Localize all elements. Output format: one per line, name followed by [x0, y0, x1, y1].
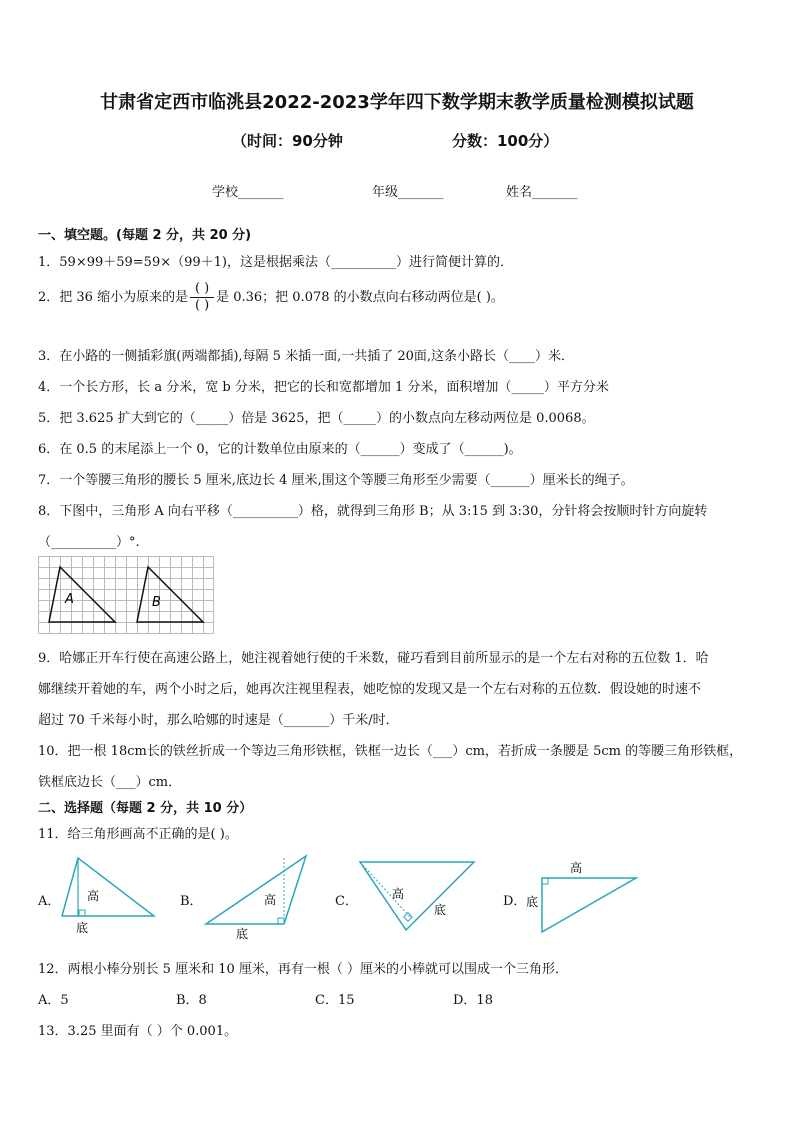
question-2	[38, 282, 504, 313]
option-b-triangle	[206, 856, 306, 924]
question-2-before: 2．把 36 缩小为原来的是	[38, 290, 189, 305]
q12-option-c: C．15	[315, 993, 355, 1008]
option-c-label: C．	[335, 894, 358, 909]
page-title: 甘肃省定西市临洮县2022-2023学年四下数学期末教学质量检测模拟试题	[100, 92, 694, 113]
option-c-gao: 高	[392, 887, 405, 901]
question-11: 11．给三角形画高不正确的是( )。	[38, 827, 238, 842]
question-5: 5．把 3.625 扩大到它的（_____）倍是 3625，把（_____）的小数点向左移动两位是 0.0068。	[38, 411, 595, 426]
fraction-denominator: ( )	[194, 298, 210, 313]
right-angle-mark	[278, 918, 284, 924]
school-field: 学校_______	[212, 185, 284, 200]
option-d-triangle-figure	[524, 858, 640, 936]
question-7: 7．一个等腰三角形的腰长 5 厘米,底边长 4 厘米,围这个等腰三角形至少需要（______）厘米长的绳子。	[38, 473, 634, 488]
q12-option-a: A．5	[38, 993, 69, 1008]
option-b-triangle-figure	[200, 852, 312, 940]
option-c-triangle-figure	[356, 858, 480, 938]
option-d-triangle	[542, 878, 636, 932]
option-c-triangle	[360, 862, 474, 930]
question-4: 4．一个长方形，长 a 分米，宽 b 分米，把它的长和宽都增加 1 分米，面积增加（_____）平方分米	[38, 380, 609, 395]
option-b-gao: 高	[264, 893, 277, 907]
option-d-label: D．	[503, 894, 527, 909]
option-a-di: 底	[76, 921, 89, 935]
right-angle-mark	[542, 878, 548, 884]
question-6: 6．在 0.5 的末尾添上一个 0，它的计数单位由原来的（______）变成了（______)。	[38, 442, 522, 457]
question-13: 13．3.25 里面有（ ）个 0.001。	[38, 1024, 238, 1039]
q12-option-b: B．8	[176, 993, 207, 1008]
grade-field: 年级_______	[372, 185, 444, 200]
right-angle-mark	[404, 913, 412, 921]
triangle-a-label: A	[65, 592, 74, 607]
question-12: 12．两根小棒分别长 5 厘米和 10 厘米，再有一根（ ）厘米的小棒就可以围成一个三角形．	[38, 962, 569, 977]
question-9-line2: 娜继续开着她的车，两个小时之后，她再次注视里程表，她吃惊的发现又是一个左右对称的五位数．假设她的时速不	[38, 682, 702, 697]
option-c-di: 底	[434, 903, 447, 917]
exam-score: 分数：100分）	[452, 132, 559, 150]
option-a-triangle	[62, 858, 154, 916]
fraction-numerator: ( )	[194, 281, 210, 296]
section1-heading: 一、填空题。(每题 2 分，共 20 分)	[38, 228, 252, 243]
question-9-line3: 超过 70 千米每小时，那么哈娜的时速是（_______）千米/时．	[38, 713, 399, 728]
option-d-gao: 高	[570, 861, 583, 875]
question-8-line2: （__________）°.	[38, 535, 140, 550]
q12-option-d: D．18	[453, 993, 493, 1008]
exam-time: （时间：90分钟	[232, 132, 343, 150]
translation-grid-figure	[38, 556, 214, 634]
triangle-b-label: B	[152, 595, 161, 610]
section2-heading: 二、选择题（每题 2 分，共 10 分）	[38, 801, 253, 816]
name-field: 姓名_______	[506, 185, 578, 200]
right-angle-mark	[79, 910, 85, 916]
question-10-line2: 铁框底边长（___）cm．	[38, 775, 182, 790]
question-1: 1．59×99＋59=59×（99＋1)，这是根据乘法（__________）进行简便计算的．	[38, 255, 514, 270]
option-b-label: B．	[180, 894, 203, 909]
option-b-di: 底	[236, 927, 249, 940]
option-d-di: 底	[526, 895, 539, 909]
option-a-label: A．	[38, 894, 61, 909]
question-2-after: 是 0.36；把 0.078 的小数点向右移动两位是( )。	[216, 290, 504, 305]
question-10-line1: 10．把一根 18cm长的铁丝折成一个等边三角形铁框，铁框一边长（___）cm，若折成一条腰是 5cm 的等腰三角形铁框，	[38, 744, 743, 759]
question-3: 3．在小路的一侧插彩旗(两端都插),每隔 5 米插一面,一共插了 20面,这条小路长（____）米．	[38, 349, 575, 364]
option-a-gao: 高	[87, 889, 100, 903]
fraction	[190, 282, 214, 313]
option-a-triangle-figure	[56, 854, 160, 936]
question-9-line1: 9．哈娜正开车行使在高速公路上，她注视着她行使的千米数，碰巧看到目前所显示的是一个左右对称的五位数 1．哈	[38, 651, 709, 666]
question-8-line1: 8．下图中，三角形 A 向右平移（__________）格，就得到三角形 B；从 3:15 到 3:30，分针将会按顺时针方向旋转	[38, 504, 708, 519]
